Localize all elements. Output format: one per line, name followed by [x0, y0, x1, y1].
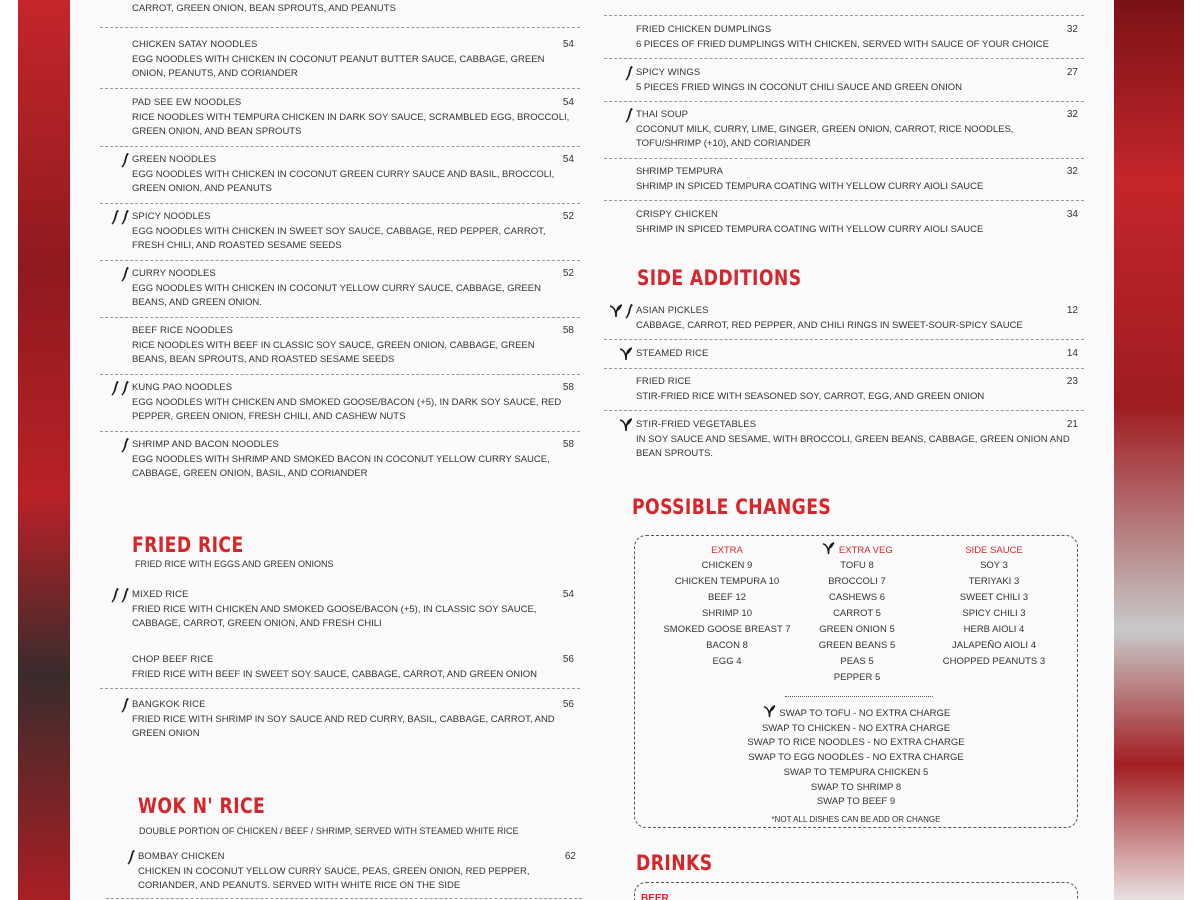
menu-item: [604, 419, 1084, 469]
item-price: 62: [564, 851, 576, 862]
item-description: EGG NOODLES WITH CHICKEN AND SMOKED GOOSE/BACON (+5), IN DARK SOY SAUCE, RED PEPPER, GREEN ONION, FRESH CHILI, AND CASHEW NUTS: [132, 397, 562, 423]
drinks-box: [634, 882, 1078, 900]
chili-icon: [127, 849, 136, 865]
item-name: SHRIMP TEMPURA: [636, 166, 724, 177]
item-name: SPICY WINGS: [636, 67, 701, 78]
item-description: CABBAGE, CARROT, RED PEPPER, AND CHILI RINGS IN SWEET-SOUR-SPICY SAUCE: [636, 320, 1023, 331]
item-name: THAI SOUP: [636, 109, 689, 120]
side-sauce-option: SWEET CHILI 3: [959, 592, 1029, 603]
menu-item: [604, 376, 1084, 411]
item-name: BOMBAY CHICKEN: [138, 851, 225, 862]
extra-veg-column: [807, 541, 907, 686]
item-description: SHRIMP IN SPICED TEMPURA COATING WITH YELLOW CURRY AIOLI SAUCE: [636, 181, 984, 192]
item-price: 54: [562, 589, 574, 600]
extra-veg-option: CARROT 5: [833, 608, 881, 619]
possible-changes-box: [634, 535, 1078, 828]
swap-option: SWAP TO EGG NOODLES - NO EXTRA CHARGE: [748, 752, 964, 764]
side-sauce-option: SPICY CHILI 3: [962, 608, 1026, 619]
item-price: 54: [562, 154, 574, 165]
item-price: 34: [1066, 209, 1078, 220]
item-name: CURRY NOODLES: [132, 268, 216, 279]
wok-rice-list: [106, 0, 582, 900]
vegetarian-leaf-icon: [821, 541, 836, 556]
item-description: EGG NOODLES WITH CHICKEN IN COCONUT PEANUT BUTTER SAUCE, CABBAGE, GREEN ONION, PEANUTS, AND CORIANDER: [132, 54, 545, 80]
extra-veg-option: TOFU 8: [840, 560, 874, 571]
diet-icons: [604, 417, 634, 435]
side-sauce-option: HERB AIOLI 4: [963, 624, 1025, 635]
item-price: 14: [1066, 348, 1078, 359]
side-sauce-heading: SIDE SAUCE: [965, 545, 1023, 556]
item-price: 12: [1066, 305, 1078, 316]
item-description: EGG NOODLES WITH CHICKEN IN COCONUT YELLOW CURRY SAUCE, CABBAGE, GREEN BEANS, AND GREEN ONION.: [132, 283, 541, 309]
item-name: BANGKOK RICE: [132, 699, 206, 710]
item-price: 58: [562, 439, 574, 450]
extra-veg-option: GREEN ONION 5: [819, 624, 895, 635]
item-name: SHRIMP AND BACON NOODLES: [132, 439, 279, 450]
extra-veg-option: CASHEWS 6: [829, 592, 885, 603]
extra-option: CHICKEN 9: [701, 560, 753, 571]
item-price: 54: [562, 39, 574, 50]
background-left-poster: [0, 0, 70, 900]
extra-option: SHRIMP 10: [702, 608, 752, 619]
menu-item: [106, 851, 582, 899]
menu-item: [604, 348, 1084, 369]
item-price: 52: [562, 268, 574, 279]
diet-icons: [604, 346, 634, 364]
extra-veg-option: BROCCOLI 7: [828, 576, 886, 587]
swap-option: SWAP TO RICE NOODLES - NO EXTRA CHARGE: [747, 737, 965, 749]
extra-option: EGG 4: [712, 656, 742, 667]
extra-option: BACON 8: [706, 640, 748, 651]
item-name: STEAMED RICE: [636, 348, 709, 359]
item-description: COCONUT MILK, CURRY, LIME, GINGER, GREEN ONION, CARROT, RICE NOODLES, TOFU/SHRIMP (+10), AND CORIANDER: [636, 124, 1014, 150]
extra-option: BEEF 12: [707, 592, 747, 603]
item-name: CHICKEN SATAY NOODLES: [132, 39, 258, 50]
item-name: MIXED RICE: [132, 589, 189, 600]
section-title-drinks: DRINKS: [636, 851, 713, 875]
item-price: 23: [1066, 376, 1078, 387]
item-price: 56: [562, 654, 574, 665]
item-price: 58: [562, 325, 574, 336]
item-description: SHRIMP IN SPICED TEMPURA COATING WITH YELLOW CURRY AIOLI SAUCE: [636, 224, 984, 235]
item-description: CHICKEN IN COCONUT YELLOW CURRY SAUCE, PEAS, GREEN ONION, RED PEPPER, CORIANDER, AND PEANUTS. SERVED WITH WHITE RICE ON THE SIDE: [138, 866, 530, 892]
background-right-poster: [1114, 0, 1200, 900]
item-description: IN SOY SAUCE AND SESAME, WITH BROCCOLI, GREEN BEANS, CABBAGE, GREEN ONION AND BEAN SPROUTS.: [636, 434, 1070, 460]
item-name: GREEN NOODLES: [132, 154, 217, 165]
item-description: EGG NOODLES WITH CHICKEN IN SWEET SOY SAUCE, CABBAGE, RED PEPPER, CARROT, FRESH CHILI, AND ROASTED SESAME SEEDS: [132, 226, 546, 252]
item-name: SPICY NOODLES: [132, 211, 211, 222]
section-title-side-additions: SIDE ADDITIONS: [637, 266, 802, 290]
item-description: RICE NOODLES WITH TEMPURA CHICKEN IN DARK SOY SAUCE, SCRAMBLED EGG, BROCCOLI, GREEN ONION, AND BEAN SPROUTS: [132, 112, 570, 138]
vegetarian-leaf-icon: [608, 303, 624, 319]
item-description: 6 PIECES OF FRIED DUMPLINGS WITH CHICKEN, SERVED WITH SAUCE OF YOUR CHOICE: [636, 39, 1049, 50]
extra-veg-option: PEPPER 5: [833, 672, 881, 683]
item-price: 21: [1066, 419, 1078, 430]
item-description: RICE NOODLES WITH BEEF IN CLASSIC SOY SAUCE, GREEN ONION, CABBAGE, GREEN BEANS, BEAN SPROUTS, AND ROASTED SESAME SEEDS: [132, 340, 535, 366]
menu-item: [604, 305, 1084, 340]
item-description: FRIED RICE WITH SHRIMP IN SOY SAUCE AND RED CURRY, BASIL, CABBAGE, CARROT, AND GREEN ONION: [132, 714, 555, 740]
swap-option-label: SWAP TO TOFU - NO EXTRA CHARGE: [779, 708, 951, 719]
item-price: 58: [562, 382, 574, 393]
section-title-possible-changes: POSSIBLE CHANGES: [632, 495, 832, 519]
vegetarian-leaf-icon: [618, 417, 634, 433]
item-name: FRIED CHICKEN DUMPLINGS: [636, 24, 772, 35]
side-sauce-option: TERIYAKI 3: [968, 576, 1020, 587]
extra-veg-option: GREEN BEANS 5: [818, 640, 896, 651]
section-subtitle-wok-rice: DOUBLE PORTION OF CHICKEN / BEEF / SHRIMP, SERVED WITH STEAMED WHITE RICE: [139, 826, 519, 836]
extra-heading: EXTRA: [711, 545, 743, 556]
extra-option: CHICKEN TEMPURA 10: [674, 576, 780, 587]
diet-icons: [604, 303, 634, 321]
item-price: 32: [1066, 109, 1078, 120]
section-title-fried-rice: FRIED RICE: [132, 533, 244, 557]
extra-column: [657, 544, 797, 670]
vegetarian-leaf-icon: [762, 704, 777, 719]
item-description: EGG NOODLES WITH CHICKEN IN COCONUT GREEN CURRY SAUCE AND BASIL, BROCCOLI, GREEN ONION, AND PEANUTS: [132, 169, 555, 195]
item-price: 32: [1066, 166, 1078, 177]
side-sauce-option: SOY 3: [980, 560, 1008, 571]
extra-option: SMOKED GOOSE BREAST 7: [663, 624, 791, 635]
section-subtitle-fried-rice: FRIED RICE WITH EGGS AND GREEN ONIONS: [135, 559, 334, 569]
swap-options: [635, 704, 1077, 810]
item-name: PAD SEE EW NOODLES: [132, 97, 242, 108]
item-name: STIR-FRIED VEGETABLES: [636, 419, 757, 430]
vegetarian-leaf-icon: [618, 346, 634, 362]
changes-note: *NOT ALL DISHES CAN BE ADD OR CHANGE: [771, 815, 941, 824]
item-description: FRIED RICE WITH BEEF IN SWEET SOY SAUCE, CABBAGE, CARROT, AND GREEN ONION: [132, 669, 538, 680]
spice-level: [106, 849, 136, 867]
item-description: FRIED RICE WITH CHICKEN AND SMOKED GOOSE/BACON (+5), IN CLASSIC SOY SAUCE, CABBAGE, CARROT, GREEN ONION, AND FRESH CHILI: [132, 604, 537, 630]
item-description: EGG NOODLES WITH SHRIMP AND SMOKED BACON IN COCONUT YELLOW CURRY SAUCE, CABBAGE, GREEN ONION, BASIL, AND CORIANDER: [132, 454, 550, 480]
item-price: 56: [562, 699, 574, 710]
section-title-wok-rice: WOK N' RICE: [138, 794, 266, 818]
side-sauce-option: JALAPEÑO AIOLI 4: [952, 640, 1036, 651]
swap-option: SWAP TO CHICKEN - NO EXTRA CHARGE: [761, 722, 951, 734]
item-name: FRIED RICE: [636, 376, 691, 387]
chili-icon: [625, 303, 634, 319]
item-name: ASIAN PICKLES: [636, 305, 709, 316]
swap-option: SWAP TO TEMPURA CHICKEN 5: [783, 766, 929, 778]
item-name: KUNG PAO NOODLES: [132, 382, 233, 393]
item-price: 52: [562, 211, 574, 222]
item-name: CRISPY CHICKEN: [636, 209, 718, 220]
item-name: BEEF RICE NOODLES: [132, 325, 233, 336]
extra-veg-heading-label: EXTRA VEG: [838, 545, 893, 556]
item-price: 54: [562, 97, 574, 108]
extra-veg-option: PEAS 5: [840, 656, 874, 667]
item-description: 5 PIECES FRIED WINGS IN COCONUT CHILI SAUCE AND GREEN ONION: [636, 82, 963, 93]
item-description: CARROT, GREEN ONION, BEAN SPROUTS, AND PEANUTS: [132, 3, 396, 15]
item-name: CHOP BEEF RICE: [132, 654, 214, 665]
drinks-category-beer: BEER: [641, 893, 669, 900]
extra-veg-heading: [807, 541, 907, 558]
swap-option: SWAP TO BEEF 9: [816, 796, 896, 808]
swap-divider: [785, 696, 933, 697]
swap-option: [635, 704, 1077, 722]
item-price: 32: [1066, 24, 1078, 35]
item-description: STIR-FRIED RICE WITH SEASONED SOY, CARROT, EGG, AND GREEN ONION: [636, 391, 985, 402]
side-sauce-option: CHOPPED PEANUTS 3: [942, 656, 1046, 667]
swap-option: SWAP TO SHRIMP 8: [810, 781, 902, 793]
item-price: 27: [1066, 67, 1078, 78]
side-sauce-column: [931, 544, 1057, 670]
